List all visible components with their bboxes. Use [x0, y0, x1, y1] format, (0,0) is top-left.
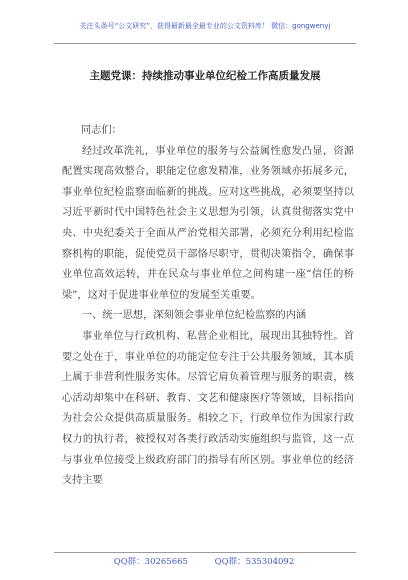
- greeting: 同志们：: [81, 125, 122, 136]
- footer-qq-group-1: QQ群：30265665: [113, 557, 188, 567]
- footer-contact: [0, 555, 408, 567]
- footer-qq-group-2: QQ群：535304092: [214, 557, 295, 567]
- paragraph-intro: 经过改革洗礼，事业单位的服务与公益属性愈发凸显，资源配置实现高效整合，职能定位愈发精准，业务领域亦拓展多元，事业单位纪检监察面临新的挑战。应对这些挑战，必须要坚持以习近平新时代中国特色社会主义思想为引领，认真贯彻落实党中央、中央纪委关于全面从严治党相关部署，必须充分利用纪检监察机构的职能，促使党员干部恪尽职守，贯彻决策指令，确保事业单位高效运转，并在民众与事业单位之间构建一座“信任的桥梁”，这对于促进事业单位的发展至关重要。: [62, 145, 354, 301]
- document-body: [62, 121, 354, 492]
- section-heading-1: 一、统一思想，深刻领会事业单位纪检监察的内涵: [82, 310, 307, 322]
- header-banner: 关注头条号“公文研究”，获得最新最全最专业的公文资料库！ 微信：gongwenyj: [79, 22, 331, 30]
- footer-divider: [54, 552, 356, 553]
- paragraph-section-1: 事业单位与行政机构、私营企业相比，展现出其独特性。首要之处在于，事业单位的功能定位专注于公共服务领域，其本质上属于非营利性服务实体。尽管它肩负着管理与服务的职责，核心活动却集中在科研、教育、文艺和健康医疗等领域，目标指向为社会公众提供高质量服务。相较之下，行政单位作为国家行政权力的执行者，被授权对各类行政活动实施组织与监管，这一点与事业单位接受上级政府部门的指导有所区别。事业单位的经济支持主要: [62, 330, 354, 487]
- document-title: 主题党课：持续推动事业单位纪检工作高质量发展: [89, 70, 321, 82]
- header-divider: [54, 43, 356, 44]
